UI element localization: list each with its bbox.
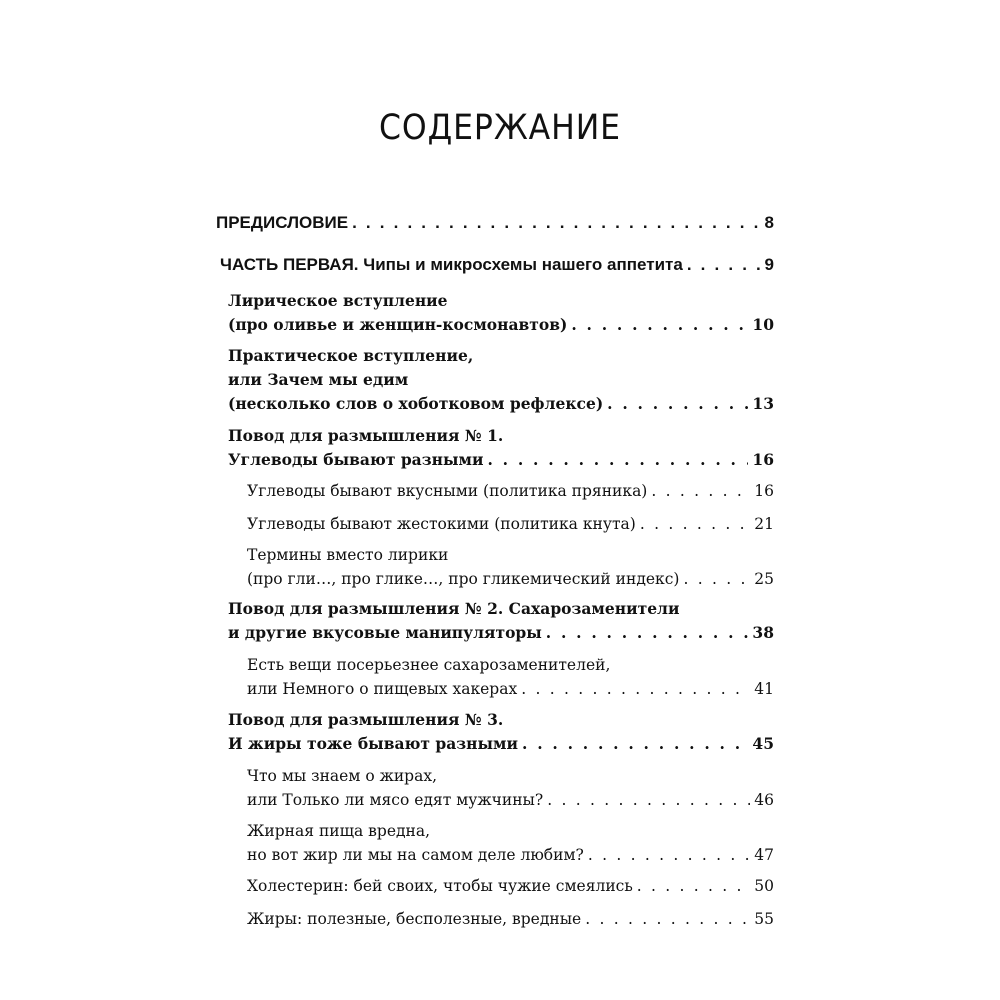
page-number: 46 xyxy=(754,791,774,809)
toc-entry-food-hackers[interactable] xyxy=(247,653,774,701)
dot-leader xyxy=(683,567,750,591)
toc-entry-title: И жиры тоже бывают разными xyxy=(228,734,519,753)
toc-entry-title: и другие вкусовые манипуляторы xyxy=(228,623,542,642)
toc-entry-title: или Только ли мясо едят мужчины? xyxy=(247,791,544,809)
toc-entry-carbs-tasty[interactable] xyxy=(247,479,774,503)
toc-entry-preface[interactable] xyxy=(216,211,774,235)
toc-entry-line: Повод для размышления № 3. xyxy=(228,710,504,729)
toc-entry-title: ПРЕДИСЛОВИЕ xyxy=(216,213,349,232)
page-number: 38 xyxy=(752,623,774,642)
toc-entry-cholesterol[interactable] xyxy=(247,874,774,898)
page-title: СОДЕРЖАНИЕ xyxy=(379,108,621,148)
toc-entry-lyrical-intro[interactable] xyxy=(228,289,774,337)
toc-entry-line: Есть вещи посерьезнее сахарозаменителей, xyxy=(247,656,611,674)
page-number: 16 xyxy=(754,482,774,500)
page-number: 41 xyxy=(754,680,774,698)
dot-leader xyxy=(521,677,750,701)
toc-entry-line: Практическое вступление, xyxy=(228,346,474,365)
toc-entry-part-one[interactable] xyxy=(220,253,774,277)
toc-entry-terms[interactable] xyxy=(247,543,774,591)
dot-leader xyxy=(522,732,748,756)
toc-entry-title: (про оливье и женщин-космонавтов) xyxy=(228,315,568,334)
dot-leader xyxy=(651,479,750,503)
toc-entry-title: (несколько слов о хоботковом рефлексе) xyxy=(228,394,604,413)
dot-leader xyxy=(571,313,748,337)
dot-leader xyxy=(585,907,750,931)
toc-entry-title: но вот жир ли мы на самом деле любим? xyxy=(247,846,584,864)
page-number: 45 xyxy=(752,734,774,753)
dot-leader xyxy=(588,843,750,867)
toc-entry-carbs-cruel[interactable] xyxy=(247,512,774,536)
dot-leader xyxy=(607,392,748,416)
toc-entry-title: или Немного о пищевых хакерах xyxy=(247,680,518,698)
toc-entry-title: (про гли…, про глике…, про гликемический индекс) xyxy=(247,570,680,588)
page-number: 9 xyxy=(764,255,774,274)
toc-entry-practical-intro[interactable] xyxy=(228,344,774,416)
page-number: 25 xyxy=(754,570,774,588)
toc-entry-title: Углеводы бывают жестокими (политика кнута) xyxy=(247,515,636,533)
dot-leader xyxy=(640,512,750,536)
toc-entry-title: ЧАСТЬ ПЕРВАЯ. Чипы и микросхемы нашего аппетита xyxy=(220,255,683,274)
toc-entry-line: Что мы знаем о жирах, xyxy=(247,767,437,785)
toc-entry-reason-3[interactable] xyxy=(228,708,774,756)
toc-entry-reason-2[interactable] xyxy=(228,597,774,645)
toc-entry-line: Жирная пища вредна, xyxy=(247,822,431,840)
toc-entry-fat-types[interactable] xyxy=(247,907,774,931)
dot-leader xyxy=(352,211,760,235)
page-number: 10 xyxy=(752,315,774,334)
toc-entry-fatty-food[interactable] xyxy=(247,819,774,867)
toc-entry-title: Жиры: полезные, бесполезные, вредные xyxy=(247,910,582,928)
page-number: 8 xyxy=(764,213,774,232)
toc-entry-title: Углеводы бывают разными xyxy=(228,450,484,469)
toc-entry-line: Термины вместо лирики xyxy=(247,546,449,564)
toc-entry-line: Повод для размышления № 2. Сахарозаменители xyxy=(228,599,680,618)
toc-entry-reason-1[interactable] xyxy=(228,424,774,472)
toc-entry-line: Повод для размышления № 1. xyxy=(228,426,504,445)
page-number: 16 xyxy=(752,450,774,469)
page-number: 55 xyxy=(754,910,774,928)
toc-entry-title: Углеводы бывают вкусными (политика пряника) xyxy=(247,482,648,500)
dot-leader xyxy=(687,253,761,277)
dot-leader xyxy=(487,448,748,472)
dot-leader xyxy=(547,788,750,812)
page-number: 50 xyxy=(754,877,774,895)
dot-leader xyxy=(546,621,749,645)
page-number: 21 xyxy=(754,515,774,533)
page-number: 13 xyxy=(752,394,774,413)
toc-entry-line: или Зачем мы едим xyxy=(228,370,409,389)
toc-entry-line: Лирическое вступление xyxy=(228,291,448,310)
toc-entry-fats-knowledge[interactable] xyxy=(247,764,774,812)
page-number: 47 xyxy=(754,846,774,864)
toc-entry-title: Холестерин: бей своих, чтобы чужие смеялись xyxy=(247,877,633,895)
dot-leader xyxy=(637,874,750,898)
